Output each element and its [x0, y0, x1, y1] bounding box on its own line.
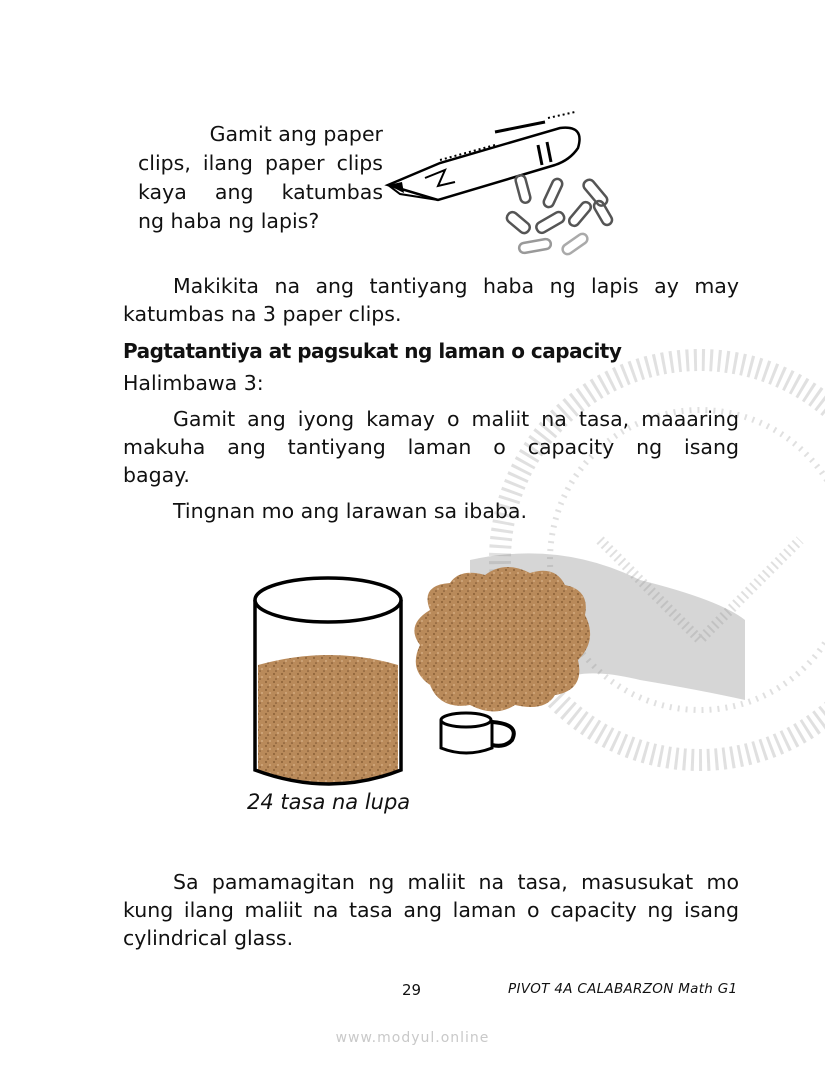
instruction-text: Tingnan mo ang larawan sa ibaba.	[173, 499, 527, 523]
soil-pile-icon	[414, 567, 590, 712]
intro-line: makuha ang tantiyang laman o capacity ng isang	[123, 435, 739, 459]
glass-of-soil-icon	[255, 578, 401, 784]
intro-line: bagay.	[123, 463, 190, 487]
figure-caption: 24 tasa na lupa	[247, 790, 411, 814]
closing-paragraph	[123, 868, 739, 952]
example-label: Halimbawa 3:	[123, 371, 264, 395]
section-heading: Pagtatantiya at pagsukat ng laman o capacity	[123, 339, 622, 363]
closing-line: cylindrical glass.	[123, 926, 294, 950]
answer-line: katumbas na 3 paper clips.	[123, 302, 402, 326]
footer-title: PIVOT 4A CALABARZON Math G1	[508, 981, 738, 997]
small-cup-icon	[441, 713, 514, 753]
answer-line: Makikita na ang tantiyang haba ng lapis ay may	[173, 274, 739, 298]
closing-line: kung ilang maliit na tasa ang laman o capacity ng isang	[123, 898, 739, 922]
question-line: Gamit ang paper	[209, 122, 383, 146]
closing-line: Sa pamamagitan ng maliit na tasa, masusukat mo	[173, 870, 739, 894]
page-number: 29	[402, 981, 422, 999]
question-line: clips, ilang paper clips	[138, 151, 383, 175]
site-watermark: www.modyul.online	[335, 1030, 490, 1046]
question-line: ng haba ng lapis?	[138, 209, 320, 233]
question-line: kaya ang katumbas	[138, 180, 383, 204]
intro-line: Gamit ang iyong kamay o maliit na tasa, maaaring	[173, 407, 739, 431]
